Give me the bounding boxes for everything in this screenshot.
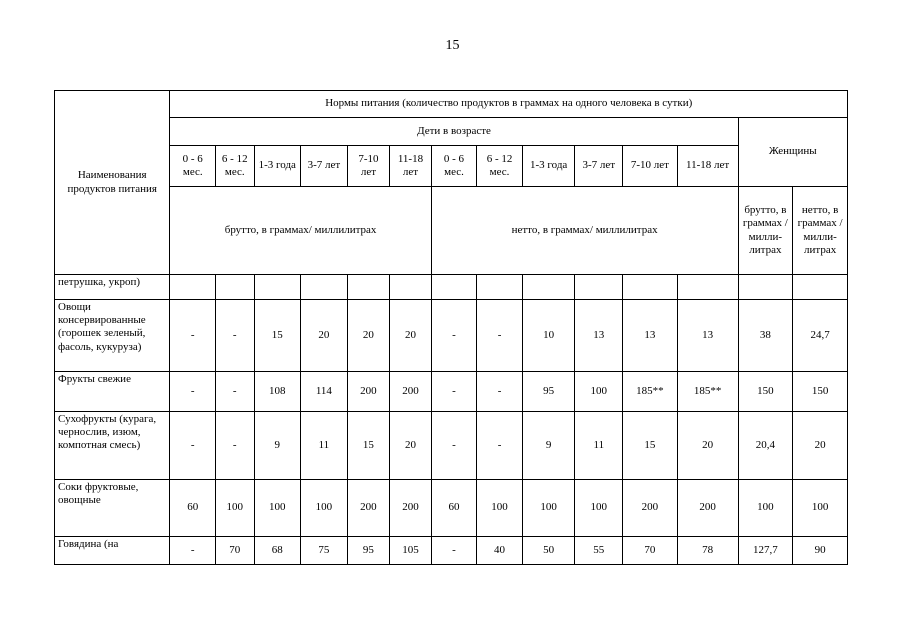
- value-cell: [347, 275, 390, 300]
- value-cell: 60: [431, 480, 477, 537]
- age-header-cell: 1-3 года: [254, 146, 301, 187]
- value-cell: 50: [522, 537, 575, 565]
- age-header-cell: 11-18 лет: [390, 146, 432, 187]
- value-cell: [216, 275, 254, 300]
- value-cell: [477, 275, 523, 300]
- age-header-cell: 0 - 6 мес.: [170, 146, 216, 187]
- value-cell: [301, 275, 348, 300]
- value-cell: -: [216, 300, 254, 372]
- value-cell: 100: [738, 480, 793, 537]
- value-cell: 10: [522, 300, 575, 372]
- value-cell: 70: [216, 537, 254, 565]
- value-cell: 100: [254, 480, 301, 537]
- value-cell: 78: [677, 537, 738, 565]
- product-name: Фрукты свежие: [55, 372, 170, 412]
- value-cell: 40: [477, 537, 523, 565]
- value-cell: [677, 275, 738, 300]
- product-name: Соки фруктовые, овощные: [55, 480, 170, 537]
- value-cell: 15: [254, 300, 301, 372]
- age-header-cell: 11-18 лет: [677, 146, 738, 187]
- value-cell: 100: [793, 480, 848, 537]
- table-row: [55, 275, 848, 300]
- value-cell: 100: [575, 372, 623, 412]
- value-cell: 13: [575, 300, 623, 372]
- value-cell: -: [431, 412, 477, 480]
- value-cell: 20: [390, 412, 432, 480]
- table-row: [55, 372, 848, 412]
- value-cell: [623, 275, 678, 300]
- value-cell: 185**: [623, 372, 678, 412]
- value-cell: 20,4: [738, 412, 793, 480]
- value-cell: 20: [390, 300, 432, 372]
- value-cell: 90: [793, 537, 848, 565]
- value-cell: 15: [347, 412, 390, 480]
- age-header-cell: 7-10 лет: [623, 146, 678, 187]
- value-cell: [254, 275, 301, 300]
- value-cell: 100: [477, 480, 523, 537]
- table-row: [55, 537, 848, 565]
- value-cell: 70: [623, 537, 678, 565]
- age-header-cell: 7-10 лет: [347, 146, 390, 187]
- age-header-cell: 1-3 года: [522, 146, 575, 187]
- value-cell: 95: [347, 537, 390, 565]
- product-name: петрушка, укроп): [55, 275, 170, 300]
- value-cell: 38: [738, 300, 793, 372]
- value-cell: 9: [254, 412, 301, 480]
- value-cell: -: [170, 372, 216, 412]
- table-row: [55, 300, 848, 372]
- age-header-cell: 6 - 12 мес.: [216, 146, 254, 187]
- value-cell: -: [431, 537, 477, 565]
- value-cell: -: [170, 537, 216, 565]
- value-cell: 20: [301, 300, 348, 372]
- value-cell: 200: [347, 372, 390, 412]
- value-cell: [431, 275, 477, 300]
- value-cell: [390, 275, 432, 300]
- table-row: [55, 480, 848, 537]
- value-cell: 100: [301, 480, 348, 537]
- value-cell: 60: [170, 480, 216, 537]
- value-cell: 200: [347, 480, 390, 537]
- value-cell: [522, 275, 575, 300]
- value-cell: 13: [623, 300, 678, 372]
- nutrition-norms-table: [54, 90, 848, 565]
- children-header: Дети в возрасте: [170, 118, 738, 146]
- women-netto-header: нетто, в граммах / милли-литрах: [793, 187, 848, 275]
- value-cell: 20: [677, 412, 738, 480]
- value-cell: [738, 275, 793, 300]
- value-cell: 24,7: [793, 300, 848, 372]
- value-cell: 11: [301, 412, 348, 480]
- value-cell: 68: [254, 537, 301, 565]
- value-cell: 95: [522, 372, 575, 412]
- value-cell: 105: [390, 537, 432, 565]
- value-cell: -: [170, 300, 216, 372]
- product-name: Говядина (на: [55, 537, 170, 565]
- value-cell: 100: [216, 480, 254, 537]
- brutto-header: брутто, в граммах/ миллилитрах: [170, 187, 431, 275]
- value-cell: [575, 275, 623, 300]
- age-header-cell: 3-7 лет: [575, 146, 623, 187]
- value-cell: 55: [575, 537, 623, 565]
- age-header-cell: 0 - 6 мес.: [431, 146, 477, 187]
- value-cell: -: [431, 372, 477, 412]
- women-header: Женщины: [738, 118, 847, 187]
- value-cell: 100: [575, 480, 623, 537]
- main-header: Нормы питания (количество продуктов в граммах на одного человека в сутки): [170, 91, 848, 118]
- value-cell: 127,7: [738, 537, 793, 565]
- value-cell: 100: [522, 480, 575, 537]
- value-cell: [793, 275, 848, 300]
- product-name: Овощи консервированные (горошек зеленый, фасоль, кукуруза): [55, 300, 170, 372]
- value-cell: 185**: [677, 372, 738, 412]
- value-cell: -: [216, 372, 254, 412]
- value-cell: 13: [677, 300, 738, 372]
- value-cell: 9: [522, 412, 575, 480]
- age-header-cell: 3-7 лет: [301, 146, 348, 187]
- table-row: [55, 412, 848, 480]
- value-cell: 20: [347, 300, 390, 372]
- value-cell: [170, 275, 216, 300]
- value-cell: 200: [390, 480, 432, 537]
- product-name: Сухофрукты (курага, чернослив, изюм, компотная смесь): [55, 412, 170, 480]
- netto-header: нетто, в граммах/ миллилитрах: [431, 187, 738, 275]
- value-cell: 75: [301, 537, 348, 565]
- women-brutto-header: брутто, в граммах / милли-литрах: [738, 187, 793, 275]
- value-cell: 200: [623, 480, 678, 537]
- age-header-row: [55, 146, 848, 187]
- value-cell: 150: [793, 372, 848, 412]
- product-name-header: Наименования продуктов питания: [55, 91, 170, 275]
- value-cell: 11: [575, 412, 623, 480]
- value-cell: 15: [623, 412, 678, 480]
- value-cell: 200: [390, 372, 432, 412]
- value-cell: -: [477, 412, 523, 480]
- value-cell: 150: [738, 372, 793, 412]
- age-header-cell: 6 - 12 мес.: [477, 146, 523, 187]
- value-cell: -: [170, 412, 216, 480]
- value-cell: -: [477, 300, 523, 372]
- value-cell: 114: [301, 372, 348, 412]
- value-cell: -: [431, 300, 477, 372]
- value-cell: 108: [254, 372, 301, 412]
- value-cell: -: [477, 372, 523, 412]
- value-cell: 200: [677, 480, 738, 537]
- value-cell: -: [216, 412, 254, 480]
- value-cell: 20: [793, 412, 848, 480]
- page-number: 15: [445, 38, 460, 53]
